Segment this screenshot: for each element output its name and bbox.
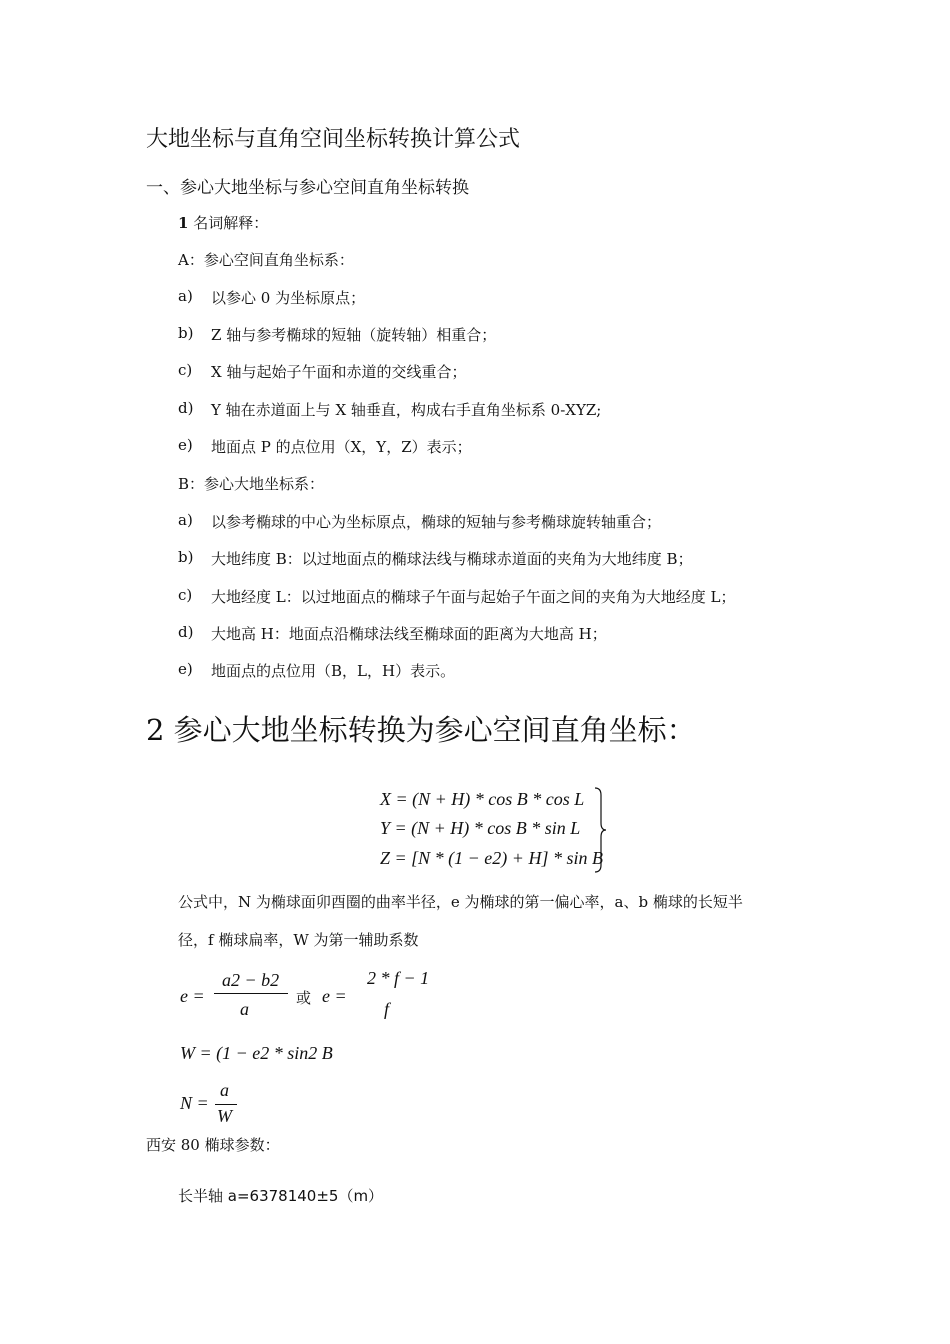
subsection-text: 名词解释： (193, 214, 269, 232)
list-item-label: b) (178, 324, 194, 342)
e-numerator: a2 − b2 (222, 970, 280, 990)
list-item-label: c) (178, 586, 193, 604)
subsection-number: 1 (178, 214, 189, 232)
part-a-heading: A：参心空间直角坐标系： (178, 251, 354, 269)
e-numerator-alt: 2 * f − 1 (367, 968, 430, 988)
list-item-text: 地面点的点位用（B，L，H）表示。 (211, 662, 456, 680)
list-item-text: 大地纬度 B：以过地面点的椭球法线与椭球赤道面的夹角为大地纬度 B； (211, 550, 693, 568)
list-item-label: d) (178, 623, 194, 641)
list-item-label: e) (178, 660, 193, 678)
list-item-text: 以参心 0 为坐标原点； (211, 289, 366, 307)
xian80-heading: 西安 80 椭球参数： (146, 1136, 280, 1154)
list-item-label: b) (178, 548, 194, 566)
fraction-bar (215, 1104, 237, 1105)
formula-x: X = (N + H) * cos B * cos L (380, 789, 585, 809)
n-denominator: W (217, 1106, 232, 1126)
w-formula: W = (1 − e2 * sin2 B (180, 1043, 333, 1063)
section-2-heading: 2 参心大地坐标转换为参心空间直角坐标： (146, 713, 696, 747)
part-b-heading: B：参心大地坐标系： (178, 475, 325, 493)
explanation-line-2: 径，f 椭球扁率，W 为第一辅助系数 (178, 931, 419, 949)
subsection-1-heading (178, 212, 268, 233)
e-lhs-alt: e = (322, 986, 347, 1006)
list-item-label: d) (178, 399, 194, 417)
n-numerator: a (220, 1080, 229, 1100)
list-item-label: a) (178, 287, 193, 305)
list-item-text: Z 轴与参考椭球的短轴（旋转轴）相重合； (211, 326, 497, 344)
right-brace-icon (593, 787, 607, 873)
page-title: 大地坐标与直角空间坐标转换计算公式 (146, 127, 521, 152)
semi-major-axis: 长半轴 a=6378140±5（m） (178, 1187, 384, 1205)
list-item-label: e) (178, 436, 193, 454)
list-item-label: a) (178, 511, 193, 529)
list-item-text: 地面点 P 的点位用（X，Y，Z）表示； (211, 438, 472, 456)
list-item-text: 以参考椭球的中心为坐标原点，椭球的短轴与参考椭球旋转轴重合； (211, 513, 662, 531)
e-denominator-alt: f (384, 999, 390, 1019)
n-lhs: N = (180, 1093, 209, 1113)
section-1-heading: 一、参心大地坐标与参心空间直角坐标转换 (146, 178, 469, 198)
e-denominator: a (240, 999, 249, 1019)
list-item-label: c) (178, 361, 193, 379)
list-item-text: 大地经度 L：以过地面点的椭球子午面与起始子午面之间的夹角为大地经度 L； (211, 588, 736, 606)
list-item-text: Y 轴在赤道面上与 X 轴垂直，构成右手直角坐标系 0-XYZ; (211, 401, 602, 419)
fraction-bar (214, 993, 288, 994)
e-lhs: e = (180, 986, 205, 1006)
formula-z: Z = [N * (1 − e2) + H] * sin B (380, 848, 603, 868)
formula-y: Y = (N + H) * cos B * sin L (380, 818, 581, 838)
or-text: 或 (296, 989, 312, 1007)
list-item-text: 大地高 H：地面点沿椭球法线至椭球面的距离为大地高 H； (211, 625, 607, 643)
explanation-line-1: 公式中，N 为椭球面卯酉圈的曲率半径，e 为椭球的第一偏心率，a、b 椭球的长短半 (178, 893, 743, 911)
list-item-text: X 轴与起始子午面和赤道的交线重合； (211, 363, 467, 381)
